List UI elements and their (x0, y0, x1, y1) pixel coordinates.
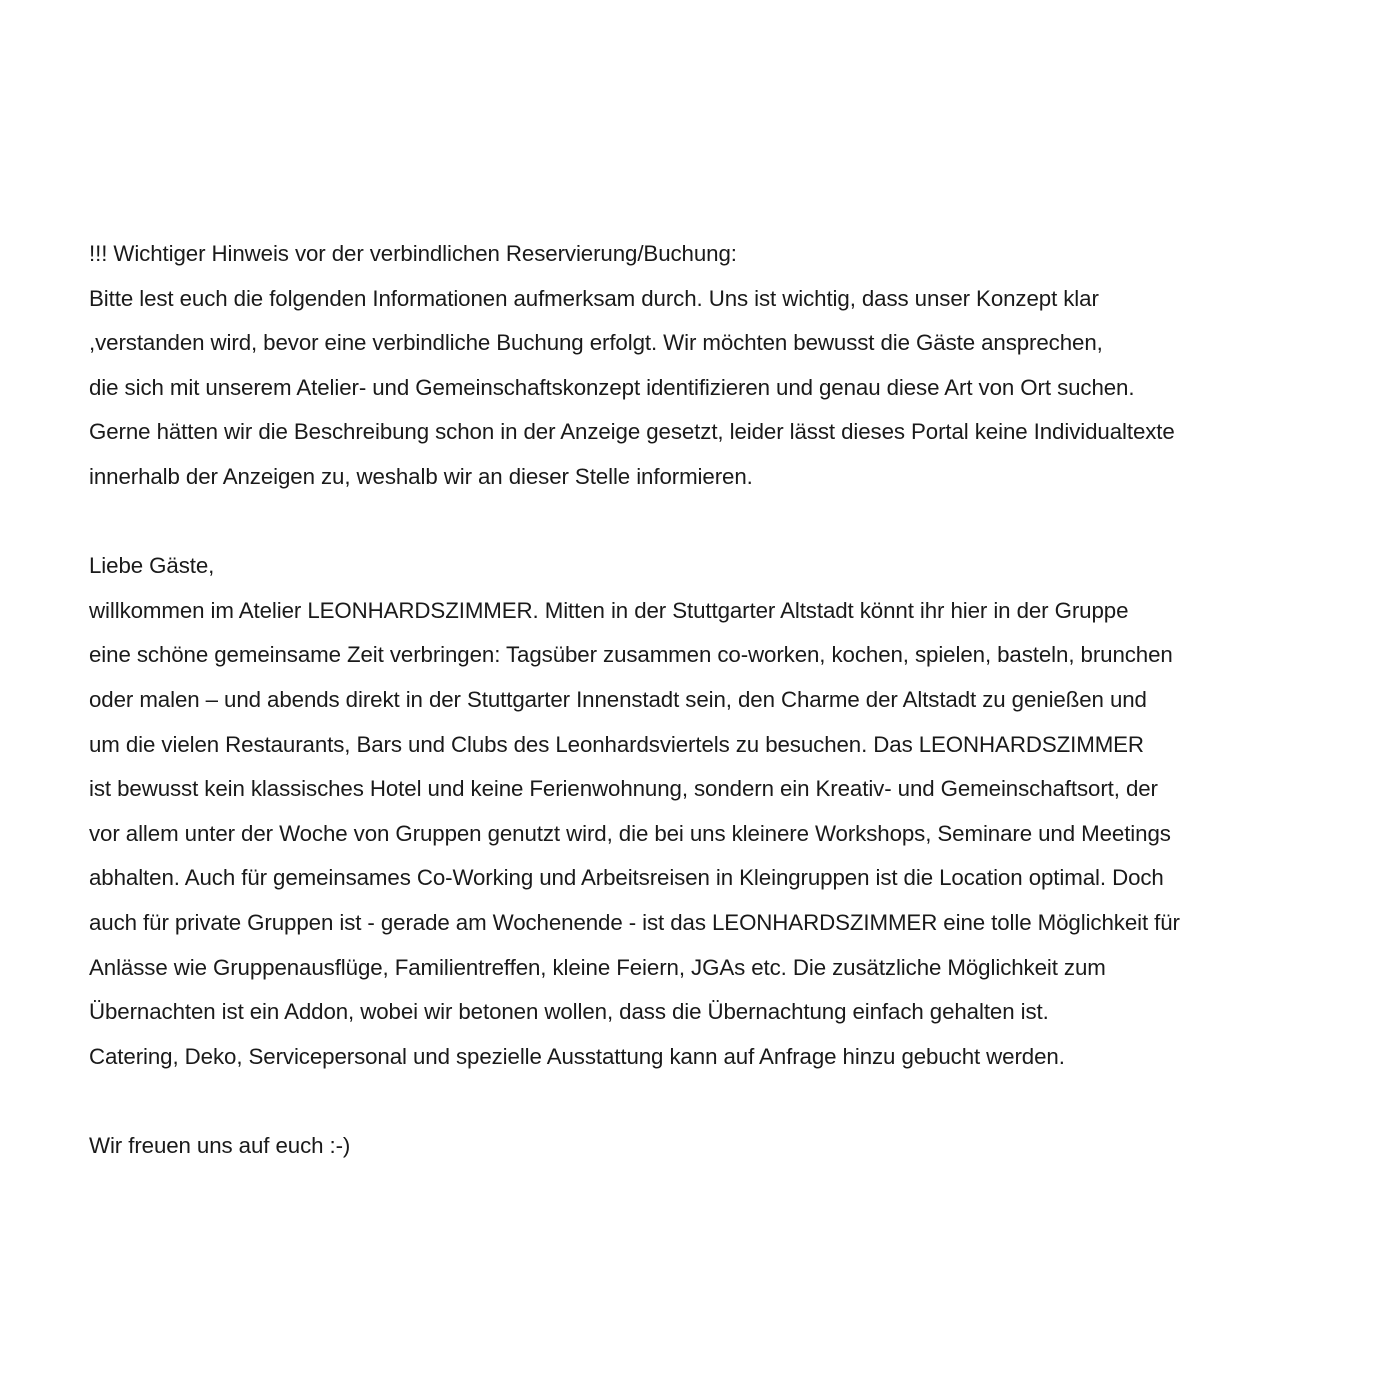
welcome-line: Catering, Deko, Servicepersonal und spezielle Ausstattung kann auf Anfrage hinzu gebucht werden. (89, 1043, 1065, 1069)
greeting: Liebe Gäste, (89, 553, 215, 579)
welcome-line: eine schöne gemeinsame Zeit verbringen: Tagsüber zusammen co-worken, kochen, spielen, basteln, brunchen (89, 642, 1173, 668)
notice-line: Gerne hätten wir die Beschreibung schon in der Anzeige gesetzt, leider lässt dieses Portal keine Individualtexte (89, 419, 1175, 445)
welcome-line: ist bewusst kein klassisches Hotel und keine Ferienwohnung, sondern ein Kreativ- und Gemeinschaftsort, der (89, 776, 1158, 802)
welcome-line: oder malen – und abends direkt in der Stuttgarter Innenstadt sein, den Charme der Altstadt zu genießen und (89, 686, 1147, 712)
welcome-section (89, 544, 1379, 1079)
notice-section (89, 232, 1379, 500)
welcome-line: Anlässe wie Gruppenausflüge, Familientreffen, kleine Feiern, JGAs etc. Die zusätzliche Möglichkeit zum (89, 954, 1106, 980)
welcome-line: vor allem unter der Woche von Gruppen genutzt wird, die bei uns kleinere Workshops, Seminare und Meetings (89, 820, 1171, 846)
welcome-line: abhalten. Auch für gemeinsames Co-Working und Arbeitsreisen in Kleingruppen ist die Location optimal. Doch (89, 865, 1164, 891)
closing-line: Wir freuen uns auf euch :-) (89, 1132, 351, 1158)
welcome-line: Übernachten ist ein Addon, wobei wir betonen wollen, dass die Übernachtung einfach gehalten ist. (89, 999, 1049, 1025)
notice-line: innerhalb der Anzeigen zu, weshalb wir an dieser Stelle informieren. (89, 463, 753, 489)
welcome-line: um die vielen Restaurants, Bars und Clubs des Leonhardsviertels zu besuchen. Das LEONHARDSZIMMER (89, 731, 1144, 757)
notice-line: die sich mit unserem Atelier- und Gemeinschaftskonzept identifizieren und genau diese Art von Ort suchen. (89, 374, 1135, 400)
welcome-line: willkommen im Atelier LEONHARDSZIMMER. Mitten in der Stuttgarter Altstadt könnt ihr hier in der Gruppe (89, 597, 1129, 623)
paragraph-spacer (89, 500, 1379, 545)
notice-line: Bitte lest euch die folgenden Informationen aufmerksam durch. Uns ist wichtig, dass unser Konzept klar (89, 285, 1099, 311)
notice-heading: !!! Wichtiger Hinweis vor der verbindlichen Reservierung/Buchung: (89, 241, 737, 266)
document-body (89, 232, 1379, 1168)
welcome-line: auch für private Gruppen ist - gerade am Wochenende - ist das LEONHARDSZIMMER eine tolle Möglichkeit für (89, 909, 1180, 935)
notice-line: ,verstanden wird, bevor eine verbindliche Buchung erfolgt. Wir möchten bewusst die Gäste ansprechen, (89, 330, 1103, 356)
paragraph-spacer (89, 1079, 1379, 1124)
